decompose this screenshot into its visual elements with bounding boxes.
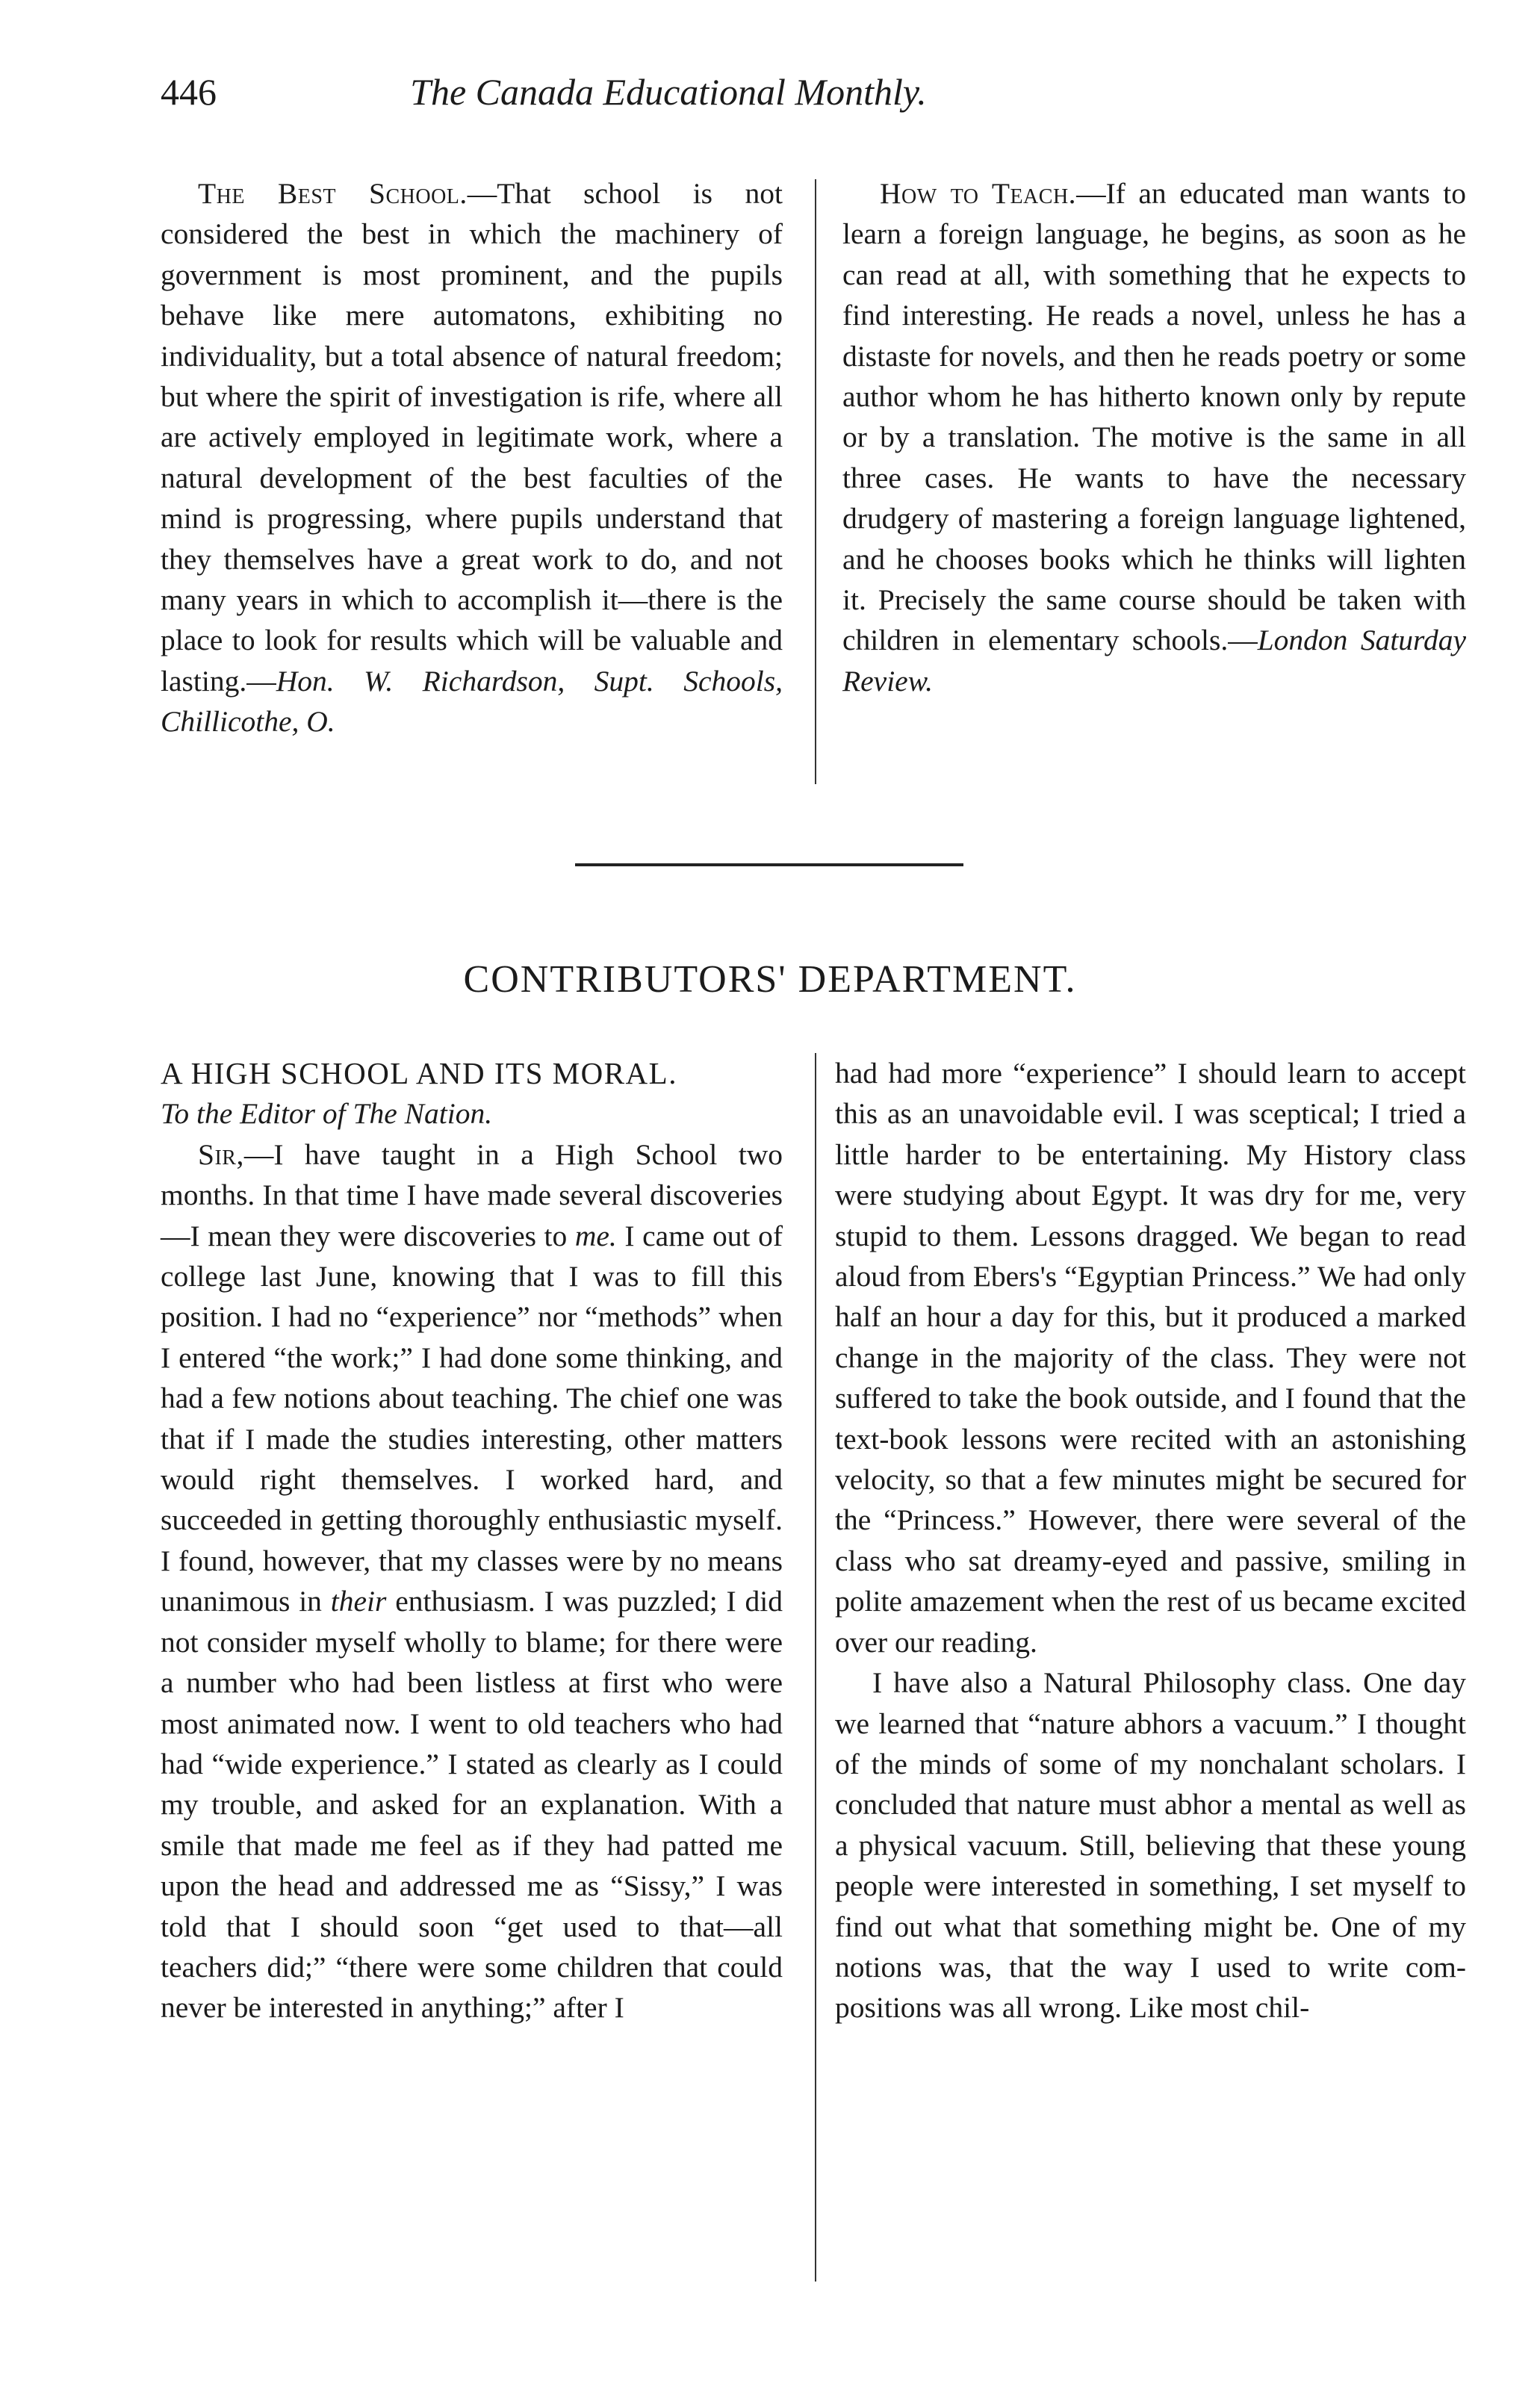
section-separator-rule <box>575 863 963 866</box>
article-heading: A HIGH SCHOOL AND ITS MORAL. <box>161 1056 677 1090</box>
best-school-attribution: Hon. W. Richardson, Supt. Schools, Chillicothe, O. <box>161 664 783 739</box>
article-column-left <box>161 1053 783 2028</box>
how-to-teach-column <box>842 173 1466 701</box>
article-salutation: To the Editor of The Nation. <box>161 1097 493 1131</box>
page-header <box>161 73 1176 133</box>
best-school-paragraph <box>161 173 783 742</box>
how-to-teach-title: How to Teach. <box>880 177 1077 210</box>
how-to-teach-attribution: London Saturday Review. <box>842 624 1466 698</box>
article-paragraph-2: I have also a Natural Philosophy class. One day we learned that “nature abhors a vacuum.” I thought of the minds of some of my nonchalant scholars. I concluded that nature must abhor a mental as well as a physical vacuum. Still, believing that these young people were interested in something, I set myself to find out what that something might be. One of my notions was, that the way I used to write compositions was all wrong. Like most chil- <box>835 1666 1466 2025</box>
page-number: 446 <box>161 71 217 113</box>
article-column-right <box>835 1053 1466 2028</box>
column-divider-top <box>815 179 816 784</box>
running-title: The Canada Educational Monthly. <box>410 71 927 113</box>
article-paragraph-continued: had had more “experience” I should learn to accept this as an unavoidable evil. I was sceptical; I tried a little harder to be entertaining. My History class were studying about Egypt. It was dry for me, very stupid to them. Lessons dragged. We began to read aloud from Ebers's “Egyptian Princess.” We had only half an hour a day for this, but it produced a marked change in the majority of the class. They were not suffered to take the book outside, and I found that the text-book lessons were recited with an astonishing velocity, so that a few minutes might be secured for the “Princess.” However, there were several of the class who sat dreamy-eyed and passive, smiling in polite amazement when the rest of us became excited over our reading. <box>835 1057 1467 1659</box>
column-divider-bottom <box>815 1053 816 2282</box>
best-school-column <box>161 173 783 742</box>
how-to-teach-body: —If an educated man wants to learn a foreign language, he begins, as soon as he can read at all, with something that he expects to find interesting. He reads a novel, unless he has a distaste for novels, and then he reads poetry or some author whom he has hitherto known only by repute or by a translation. The motive is the same in all three cases. He wants to have the necessary drudgery of mastering a foreign language lightened, and he chooses books which he thinks will lighten it. Precisely the same course should be taken with children in elementary schools.— <box>842 177 1467 657</box>
best-school-title: The Best School. <box>198 177 468 210</box>
best-school-body: —That school is not considered the best in which the machinery of government is most prominent, and the pupils behave like mere automatons, exhibiting no individuality, but a total absence of natural freedom; but where the spirit of investigation is rife, where all are actively employed in legitimate work, where a natural development of the best faculties of the mind is progressing, where pupils understand that they themselves have a great work to do, and not many years in which to accomplish it—there is the place to look for results which will be valuable and lasting.— <box>161 177 783 698</box>
article-paragraph-1: Sir,—I have taught in a High School two months. In that time I have made several discoveries—I mean they were discoveries to me. I came out of college last June, knowing that I was to fill this position. I had no “experience” nor “methods” when I entered “the work;” I had done some thinking, and had a few notions about teaching. The chief one was that if I made the studies interesting, other matters would right themselves. I worked hard, and succeeded in getting thoroughly enthusiastic myself. I found, however, that my classes were by no means unanimous in their enthusiasm. I was puzzled; I did not consider myself wholly to blame; for there were a number who had been listless at first who were most animated now. I went to old teachers who had had “wide experience.” I stated as clearly as I could my trouble, and asked for an explanation. With a smile that made me feel as if they had patted me upon the head and addressed me as “Sissy,” I was told that I should soon “get used to that—all teachers did;” “there were some children that could never be interested in anything;” after I <box>161 1137 783 2025</box>
department-heading: CONTRIBUTORS' DEPARTMENT. <box>463 958 1077 1001</box>
article-sir: Sir, <box>198 1137 244 1171</box>
how-to-teach-paragraph <box>842 173 1466 701</box>
